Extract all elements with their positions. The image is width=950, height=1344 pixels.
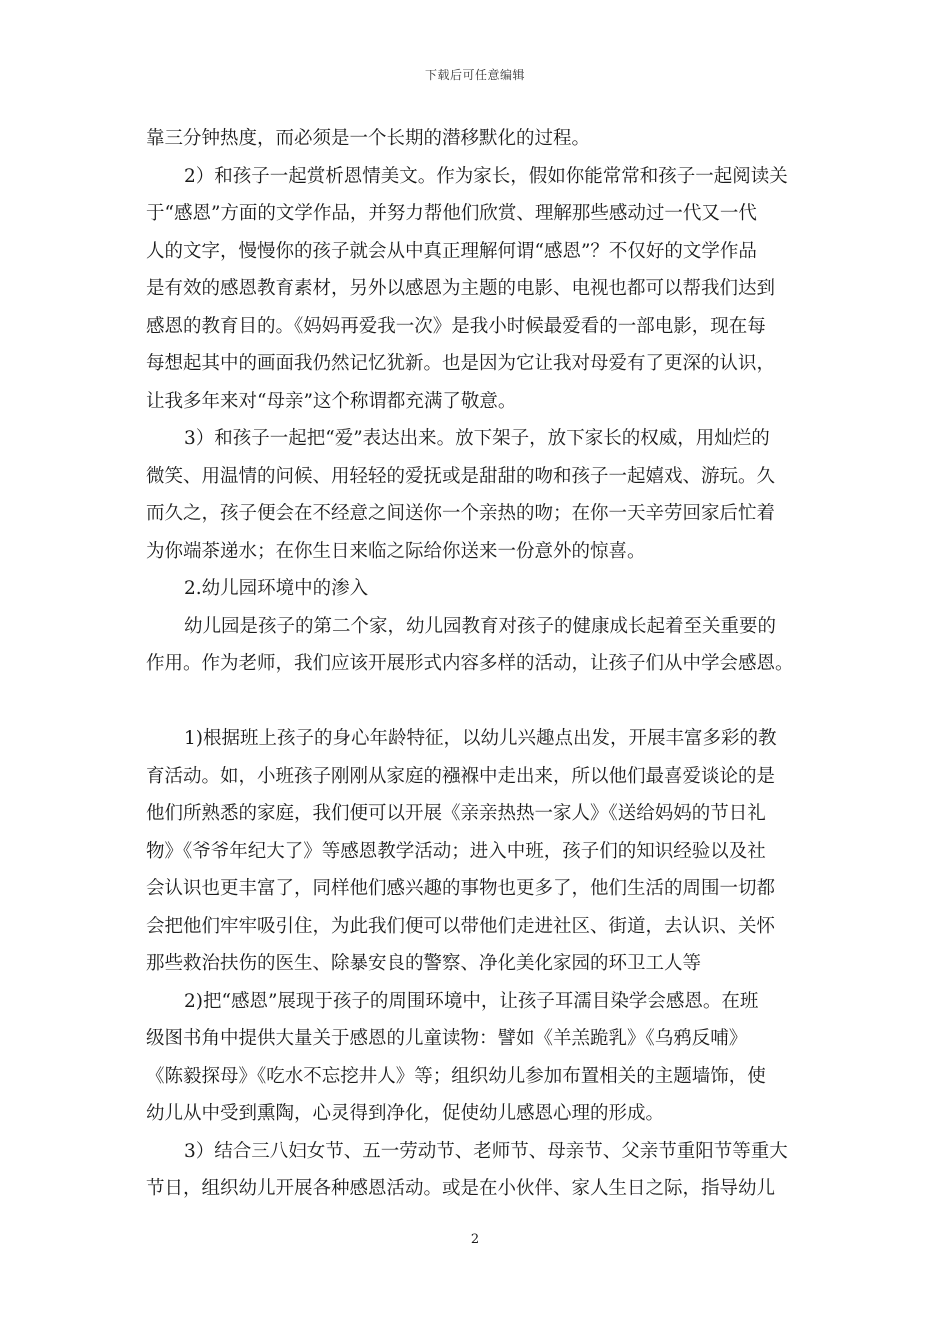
blank-line	[146, 683, 806, 721]
text-line: 物》《爷爷年纪大了》等感恩教学活动；进入中班，孩子们的知识经验以及社	[146, 840, 766, 862]
paragraph-environment	[146, 983, 806, 1133]
text-line: 感恩的教育目的。《妈妈再爱我一次》是我小时候最爱看的一部电影，现在每	[146, 315, 766, 337]
text-line: 3）和孩子一起把“爱”表达出来。放下架子，放下家长的权威，用灿烂的	[184, 428, 770, 449]
text-line: 是有效的感恩教育素材，另外以感恩为主题的电影、电视也都可以帮我们达到	[146, 278, 776, 299]
text-line: 而久之，孩子便会在不经意之间送你一个亲热的吻；在你一天辛劳回家后忙着	[146, 503, 776, 524]
text-line: 那些救治扶伤的医生、除暴安良的警察、净化美化家园的环卫工人等	[146, 953, 702, 974]
text-line: 级图书角中提供大量关于感恩的儿童读物：譬如《羊羔跪乳》《乌鸦反哺》	[146, 1028, 748, 1049]
text-line: 幼儿从中受到熏陶，心灵得到净化，促使幼儿感恩心理的形成。	[146, 1103, 665, 1124]
text-line: 人的文字，慢慢你的孩子就会从中真正理解何谓“感恩”？不仅好的文学作品	[146, 240, 757, 262]
text-line: 每想起其中的画面我仍然记忆犹新。也是因为它让我对母爱有了更深的认识，	[146, 353, 776, 374]
text-line: 于“感恩”方面的文学作品，并努力帮他们欣赏、理解那些感动过一代又一代	[146, 203, 757, 224]
text-line: 会把他们牢牢吸引住，为此我们便可以带他们走进社区、街道，去认识、关怀	[146, 915, 776, 937]
text-line: 作用。作为老师，我们应该开展形式内容多样的活动，让孩子们从中学会感恩。	[146, 653, 794, 674]
text-line: 节日，组织幼儿开展各种感恩活动。或是在小伙伴、家人生日之际，指导幼儿	[146, 1178, 776, 1199]
document-body	[146, 120, 806, 1208]
paragraph-kindergarten-intro	[146, 608, 806, 683]
paragraph-age-characteristics	[146, 720, 806, 983]
text-line: 1)根据班上孩子的身心年龄特征，以幼儿兴趣点出发，开展丰富多彩的教	[184, 728, 777, 749]
text-line: 会认识也更丰富了，同样他们感兴趣的事物也更多了，他们生活的周围一切都	[146, 878, 776, 899]
text-line: 《陈毅探母》《吃水不忘挖井人》等；组织幼儿参加布置相关的主题墙饰，使	[146, 1065, 766, 1087]
page-number: 2	[470, 1232, 480, 1247]
paragraph-holidays	[146, 1133, 806, 1208]
text-line: 让我多年来对“母亲”这个称谓都充满了敬意。	[146, 390, 517, 412]
text-line: 2）和孩子一起赏析恩情美文。作为家长，假如你能常常和孩子一起阅读关	[184, 165, 788, 187]
paragraph-express-love	[146, 420, 806, 570]
header-note: 下载后可任意编辑	[424, 68, 525, 82]
text-line: 靠三分钟热度，而必须是一个长期的潜移默化的过程。	[146, 128, 591, 149]
paragraph-continuation	[146, 120, 806, 158]
paragraph-appreciate-literature	[146, 158, 806, 421]
text-line: 微笑、用温情的问候、用轻轻的爱抚或是甜甜的吻和孩子一起嬉戏、游玩。久	[146, 465, 776, 487]
text-line: 3）结合三八妇女节、五一劳动节、老师节、母亲节、父亲节重阳节等重大	[184, 1140, 788, 1162]
text-line: 幼儿园是孩子的第二个家，幼儿园教育对孩子的健康成长起着至关重要的	[184, 615, 777, 637]
text-line: 他们所熟悉的家庭，我们便可以开展《亲亲热热一家人》《送给妈妈的节日礼	[146, 803, 766, 824]
text-line: 为你端茶递水；在你生日来临之际给你送来一份意外的惊喜。	[146, 540, 646, 562]
text-line: 2)把“感恩”展现于孩子的周围环境中，让孩子耳濡目染学会感恩。在班	[184, 990, 759, 1012]
text-line: 2.幼儿园环境中的渗入	[184, 578, 369, 599]
text-line: 育活动。如，小班孩子刚刚从家庭的襁褓中走出来，所以他们最喜爱谈论的是	[146, 765, 776, 787]
section-heading	[146, 570, 806, 608]
